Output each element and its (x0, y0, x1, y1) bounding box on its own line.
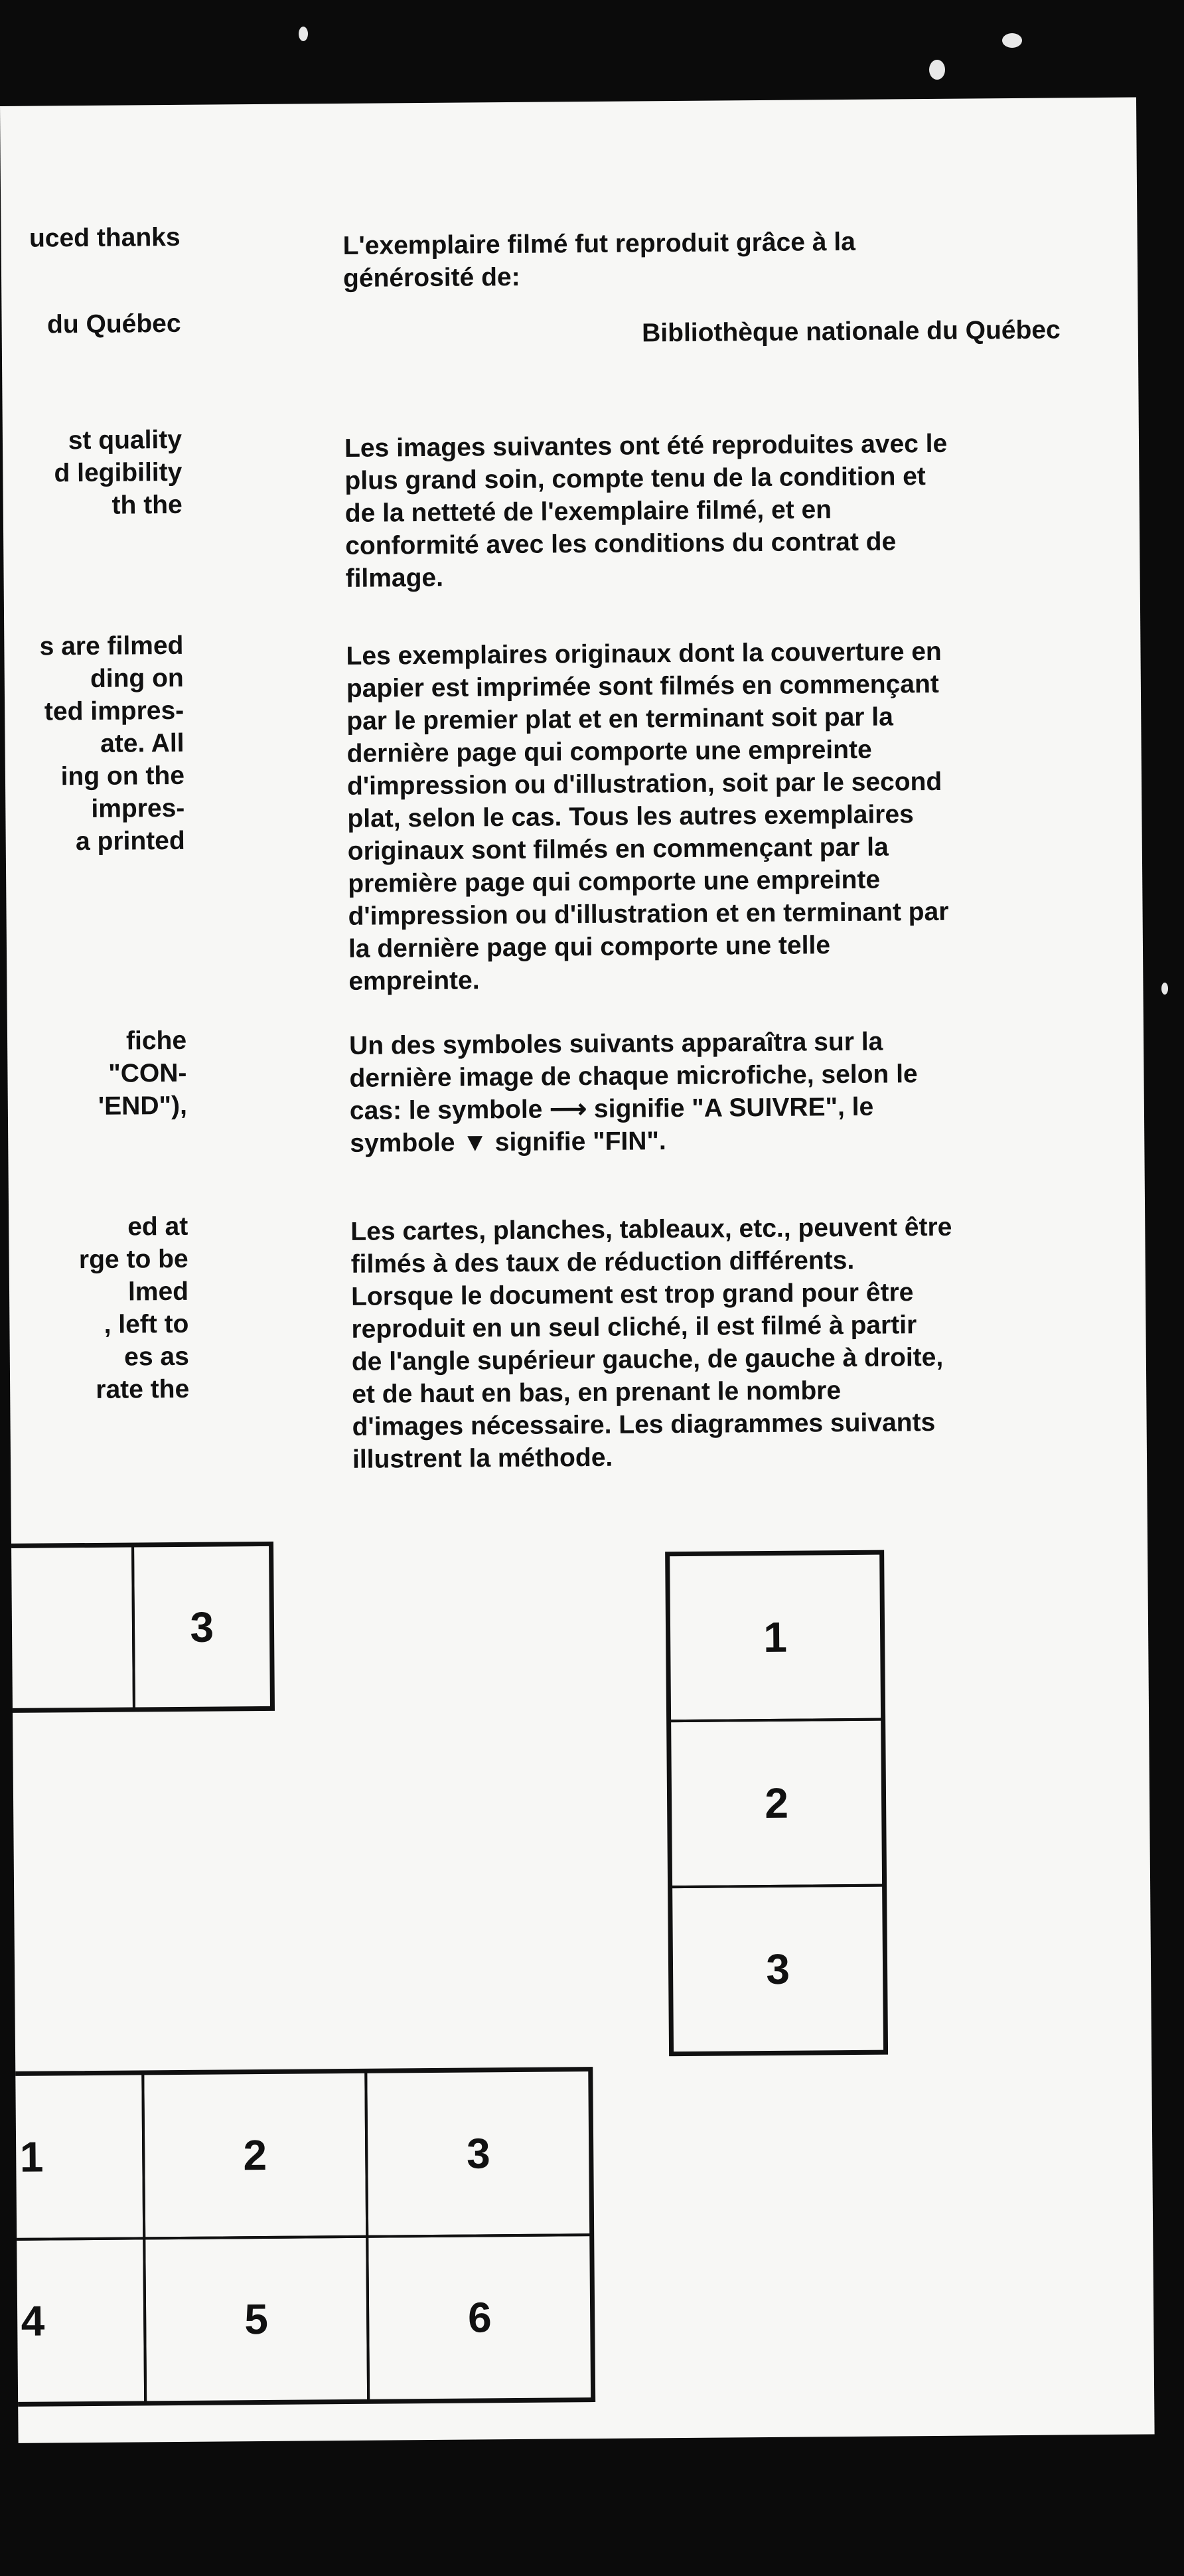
left-text-originals: s are filmed ding on ted impres- ate. All ing on the impres- a printed (39, 631, 185, 856)
dust-speck (1161, 983, 1168, 995)
diagram-cell: 1 (667, 1552, 883, 1723)
institution-name: Bibliothèque nationale du Québec (641, 315, 1061, 348)
diagram-cell: 2 (668, 1718, 885, 1889)
diagram-vertical-column (665, 1550, 888, 2057)
right-text-symbols: Un des symboles suivants apparaîtra sur la dernière image de chaque microfiche, selon le cas: le symbole ⟶ signifie "A SUIVRE", le symbole ▼ signifie "FIN". (348, 1027, 918, 1158)
diagram-cell: 6 (366, 2233, 594, 2402)
diagram-horizontal-row (0, 1542, 275, 1713)
left-text-filmed-thanks: uced thanks (29, 222, 181, 253)
right-text-quality: Les images suivantes ont été reproduites avec le plus grand soin, compte tenu de la condition et de la netteté de l'exemplaire filmé, et en conformité avec les conditions du contrat de filmage. (344, 429, 948, 593)
right-text-originals: Les exemplaires originaux dont la couverture en papier est imprimée sont filmés en commençant par le premier plat et en terminant soit par la dernière page qui comporte une empreinte d'impression ou d'illustration, soit par le second plat, selon le cas. Tous les autres exemplaires originaux sont filmés en commençant par la première page qui comporte une empreinte d'impression ou d'illustration et en terminant par la dernière page qui comporte une telle empreinte. (346, 637, 949, 996)
diagram-cell: 3 (365, 2069, 593, 2237)
diagram-cell: 3 (131, 1544, 273, 1710)
dust-speck (299, 27, 308, 41)
diagram-cell: 1 (0, 2072, 145, 2241)
right-signature-row (344, 313, 1061, 351)
left-text-quality: st quality d legibility th the (54, 425, 183, 520)
diagram-cell (0, 1544, 135, 1711)
diagram-cell: 5 (143, 2235, 370, 2403)
diagram-six-cell-grid (0, 2067, 595, 2407)
left-text-maps: ed at rge to be lmed , left to es as rate the (78, 1212, 190, 1404)
diagram-cell: 3 (670, 1884, 886, 2055)
left-text-symbols: fiche "CON- 'END"), (98, 1026, 188, 1121)
document-page (0, 98, 1155, 2443)
right-text-maps: Les cartes, planches, tableaux, etc., peuvent être filmés à des taux de réduction différents. Lorsque le document est trop grand pour être reproduit en un seul cliché, il est filmé à partir de l'angle supérieur gauche, de gauche à droite, et de haut en bas, en prenant le nombre d'images nécessaire. Les diagrammes suivants illustrent la méthode. (350, 1212, 952, 1474)
left-text-institution: du Québec (46, 309, 181, 339)
diagram-cell: 4 (0, 2237, 147, 2405)
diagram-cell: 2 (141, 2071, 369, 2239)
dust-speck (929, 60, 945, 80)
dust-speck (1002, 33, 1022, 48)
right-text-filmed-thanks: L'exemplaire filmé fut reproduit grâce à la générosité de: (342, 227, 856, 293)
